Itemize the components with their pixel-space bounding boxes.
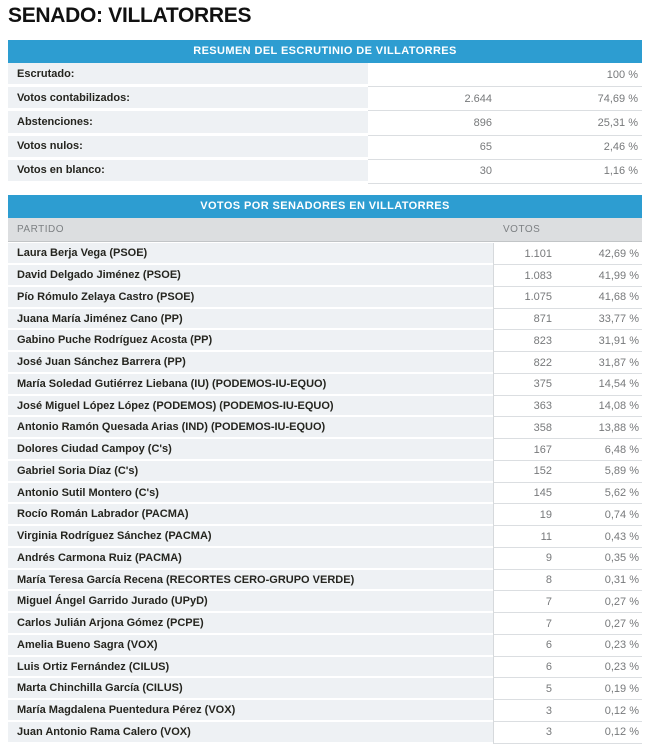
senator-row	[8, 548, 642, 570]
senator-pct: 31,91 %	[560, 330, 642, 352]
senator-pct: 42,69 %	[560, 243, 642, 265]
senator-votes: 822	[493, 352, 560, 374]
senator-rows	[8, 243, 642, 743]
senator-row	[8, 439, 642, 461]
senator-name: Antonio Sutil Montero (C's)	[8, 483, 493, 505]
senator-row	[8, 591, 642, 613]
summary-rows	[8, 63, 642, 184]
senator-row	[8, 526, 642, 548]
senator-row	[8, 287, 642, 309]
senator-name: José Juan Sánchez Barrera (PP)	[8, 352, 493, 374]
senator-votes: 3	[493, 722, 560, 744]
summary-row-label: Votos nulos:	[8, 136, 368, 160]
senator-votes: 3	[493, 700, 560, 722]
senator-votes: 1.075	[493, 287, 560, 309]
senator-votes: 145	[493, 483, 560, 505]
senator-row	[8, 309, 642, 331]
senator-row	[8, 461, 642, 483]
senator-row	[8, 504, 642, 526]
summary-row	[8, 111, 642, 135]
summary-row-votes: 896	[368, 111, 500, 135]
summary-row-votes	[368, 63, 500, 87]
senator-name: Rocío Román Labrador (PACMA)	[8, 504, 493, 526]
summary-row-label: Abstenciones:	[8, 111, 368, 135]
senator-name: Andrés Carmona Ruiz (PACMA)	[8, 548, 493, 570]
senator-pct: 14,08 %	[560, 396, 642, 418]
summary-row-pct: 1,16 %	[500, 160, 642, 184]
senator-votes: 7	[493, 613, 560, 635]
senator-pct: 5,62 %	[560, 483, 642, 505]
senator-name: Virginia Rodríguez Sánchez (PACMA)	[8, 526, 493, 548]
senator-name: Gabriel Soria Díaz (C's)	[8, 461, 493, 483]
summary-row-pct: 25,31 %	[500, 111, 642, 135]
senator-row	[8, 570, 642, 592]
senator-row	[8, 657, 642, 679]
senators-table	[8, 195, 642, 744]
senator-votes: 7	[493, 591, 560, 613]
senator-row	[8, 243, 642, 265]
senator-name: Carlos Julián Arjona Gómez (PCPE)	[8, 613, 493, 635]
senator-votes: 152	[493, 461, 560, 483]
senator-name: Luis Ortiz Fernández (CILUS)	[8, 657, 493, 679]
senator-name: Dolores Ciudad Campoy (C's)	[8, 439, 493, 461]
summary-row-votes: 65	[368, 136, 500, 160]
senator-pct: 5,89 %	[560, 461, 642, 483]
senator-name: María Teresa García Recena (RECORTES CERO-GRUPO VERDE)	[8, 570, 493, 592]
senator-name: Miguel Ángel Garrido Jurado (UPyD)	[8, 591, 493, 613]
senator-row	[8, 396, 642, 418]
senators-header-bar: VOTOS POR SENADORES EN VILLATORRES	[8, 195, 642, 218]
senator-pct: 0,74 %	[560, 504, 642, 526]
senator-row	[8, 352, 642, 374]
senator-pct: 0,23 %	[560, 657, 642, 679]
page-title: SENADO: VILLATORRES	[8, 4, 252, 27]
senator-votes: 9	[493, 548, 560, 570]
senator-votes: 363	[493, 396, 560, 418]
senator-pct: 0,43 %	[560, 526, 642, 548]
senator-pct: 0,31 %	[560, 570, 642, 592]
senator-name: María Soledad Gutiérrez Liebana (IU) (PODEMOS-IU-EQUO)	[8, 374, 493, 396]
senator-votes: 167	[493, 439, 560, 461]
senator-name: Laura Berja Vega (PSOE)	[8, 243, 493, 265]
senator-name: Gabino Puche Rodríguez Acosta (PP)	[8, 330, 493, 352]
column-header-partido: PARTIDO	[17, 223, 65, 235]
senator-pct: 0,27 %	[560, 591, 642, 613]
senator-votes: 1.101	[493, 243, 560, 265]
senator-row	[8, 678, 642, 700]
senator-votes: 19	[493, 504, 560, 526]
senator-votes: 871	[493, 309, 560, 331]
senator-name: Marta Chinchilla García (CILUS)	[8, 678, 493, 700]
senator-name: Pío Rómulo Zelaya Castro (PSOE)	[8, 287, 493, 309]
senator-votes: 6	[493, 657, 560, 679]
senator-votes: 1.083	[493, 265, 560, 287]
senator-pct: 13,88 %	[560, 417, 642, 439]
senator-name: María Magdalena Puentedura Pérez (VOX)	[8, 700, 493, 722]
senator-row	[8, 330, 642, 352]
summary-row-label: Votos en blanco:	[8, 160, 368, 184]
senator-pct: 33,77 %	[560, 309, 642, 331]
summary-table	[8, 40, 642, 184]
summary-row-pct: 2,46 %	[500, 136, 642, 160]
senator-row	[8, 265, 642, 287]
senator-row	[8, 417, 642, 439]
senator-votes: 5	[493, 678, 560, 700]
summary-row	[8, 160, 642, 184]
summary-row-label: Escrutado:	[8, 63, 368, 87]
senator-name: Antonio Ramón Quesada Arias (IND) (PODEMOS-IU-EQUO)	[8, 417, 493, 439]
senator-row	[8, 722, 642, 744]
summary-row-pct: 74,69 %	[500, 87, 642, 111]
senator-name: Amelia Bueno Sagra (VOX)	[8, 635, 493, 657]
senator-pct: 41,99 %	[560, 265, 642, 287]
senator-votes: 358	[493, 417, 560, 439]
senator-pct: 0,19 %	[560, 678, 642, 700]
senator-pct: 0,35 %	[560, 548, 642, 570]
senator-votes: 6	[493, 635, 560, 657]
senator-votes: 375	[493, 374, 560, 396]
senator-pct: 0,27 %	[560, 613, 642, 635]
senator-row	[8, 483, 642, 505]
senator-pct: 6,48 %	[560, 439, 642, 461]
summary-row-pct: 100 %	[500, 63, 642, 87]
summary-row-label: Votos contabilizados:	[8, 87, 368, 111]
summary-row	[8, 87, 642, 111]
senator-row	[8, 374, 642, 396]
senator-pct: 0,12 %	[560, 722, 642, 744]
senator-name: Juana María Jiménez Cano (PP)	[8, 309, 493, 331]
column-header-row	[8, 218, 642, 242]
summary-header-bar: RESUMEN DEL ESCRUTINIO DE VILLATORRES	[8, 40, 642, 63]
senator-name: Juan Antonio Rama Calero (VOX)	[8, 722, 493, 744]
summary-row-votes: 30	[368, 160, 500, 184]
senator-pct: 0,23 %	[560, 635, 642, 657]
senator-pct: 41,68 %	[560, 287, 642, 309]
senator-row	[8, 613, 642, 635]
senator-votes: 823	[493, 330, 560, 352]
senator-pct: 0,12 %	[560, 700, 642, 722]
summary-row	[8, 63, 642, 87]
column-header-votos: VOTOS	[503, 223, 541, 235]
summary-row	[8, 136, 642, 160]
senator-pct: 14,54 %	[560, 374, 642, 396]
senator-votes: 11	[493, 526, 560, 548]
senator-row	[8, 635, 642, 657]
senator-pct: 31,87 %	[560, 352, 642, 374]
senator-votes: 8	[493, 570, 560, 592]
senator-name: José Miguel López López (PODEMOS) (PODEMOS-IU-EQUO)	[8, 396, 493, 418]
senator-row	[8, 700, 642, 722]
summary-row-votes: 2.644	[368, 87, 500, 111]
senator-name: David Delgado Jiménez (PSOE)	[8, 265, 493, 287]
